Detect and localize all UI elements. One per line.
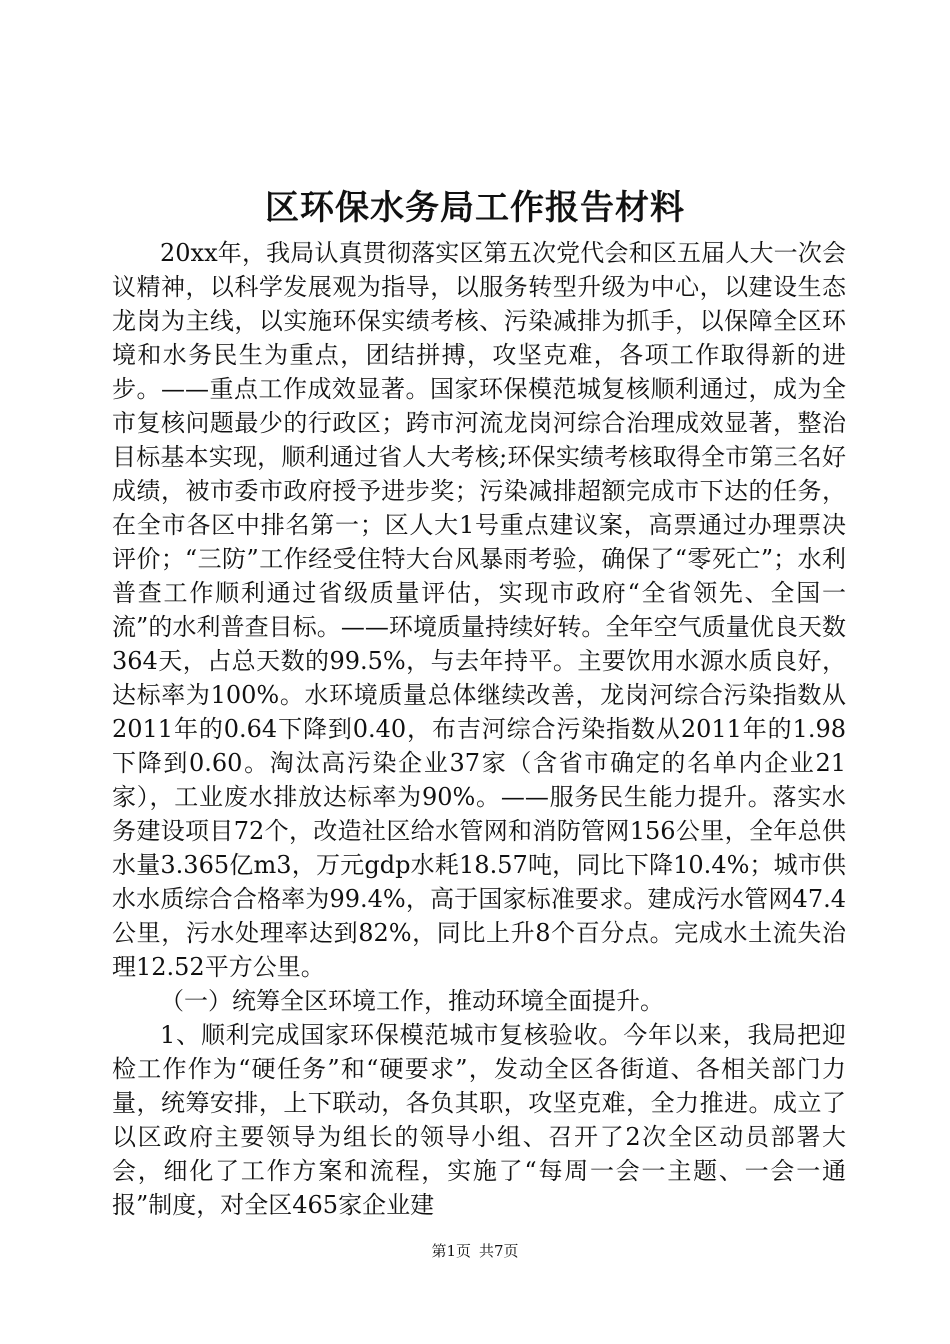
page-total: 共7页 (479, 1242, 519, 1260)
page-number: 第1页 (431, 1242, 471, 1260)
paragraph-item-1: 1、顺利完成国家环保模范城市复核验收。今年以来，我局把迎检工作作为“硬任务”和“硬要求”，发动全区各街道、各相关部门力量，统筹安排，上下联动，各负其职，攻坚克难，全力推进。成立了以区政府主要领导为组长的领导小组、召开了2次全区动员部署大会，细化了工作方案和流程，实施了“每周一会一主题、一会一通报”制度，对全区465家企业建 (112, 1021, 846, 1219)
paragraph-summary: 20xx年，我局认真贯彻落实区第五次党代会和区五届人大一次会议精神，以科学发展观为指导，以服务转型升级为中心，以建设生态龙岗为主线，以实施环保实绩考核、污染减排为抓手，以保障全区环境和水务民生为重点，团结拼搏，攻坚克难，各项工作取得新的进步。——重点工作成效显著。国家环保模范城复核顺利通过，成为全市复核问题最少的行政区；跨市河流龙岗河综合治理成效显著，整治目标基本实现，顺利通过省人大考核;环保实绩考核取得全市第三名好成绩，被市委市政府授予进步奖；污染减排超额完成市下达的任务，在全市各区中排名第一；区人大1号重点建议案，高票通过办理票决评价；“三防”工作经受住特大台风暴雨考验，确保了“零死亡”；水利普查工作顺利通过省级质量评估，实现市政府“全省领先、全国一流”的水利普查目标。——环境质量持续好转。全年空气质量优良天数364天，占总天数的99.5%，与去年持平。主要饮用水源水质良好，达标率为100%。水环境质量总体继续改善，龙岗河综合污染指数从2011年的0.64下降到0.40，布吉河综合污染指数从2011年的1.98下降到0.60。淘汰高污染企业37家（含省市确定的名单内企业21家），工业废水排放达标率为90%。——服务民生能力提升。落实水务建设项目72个，改造社区给水管网和消防管网156公里，全年总供水量3.365亿m3，万元gdp水耗18.57吨，同比下降10.4%；城市供水水质综合合格率为99.4%，高于国家标准要求。建成污水管网47.4公里，污水处理率达到82%，同比上升8个百分点。完成水土流失治理12.52平方公里。 (112, 239, 846, 981)
paragraph-section-heading: （一）统筹全区环境工作，推动环境全面提升。 (160, 987, 664, 1015)
document-title: 区环保水务局工作报告材料 (265, 188, 685, 228)
document-body (112, 236, 846, 1222)
page-footer (0, 1240, 950, 1262)
